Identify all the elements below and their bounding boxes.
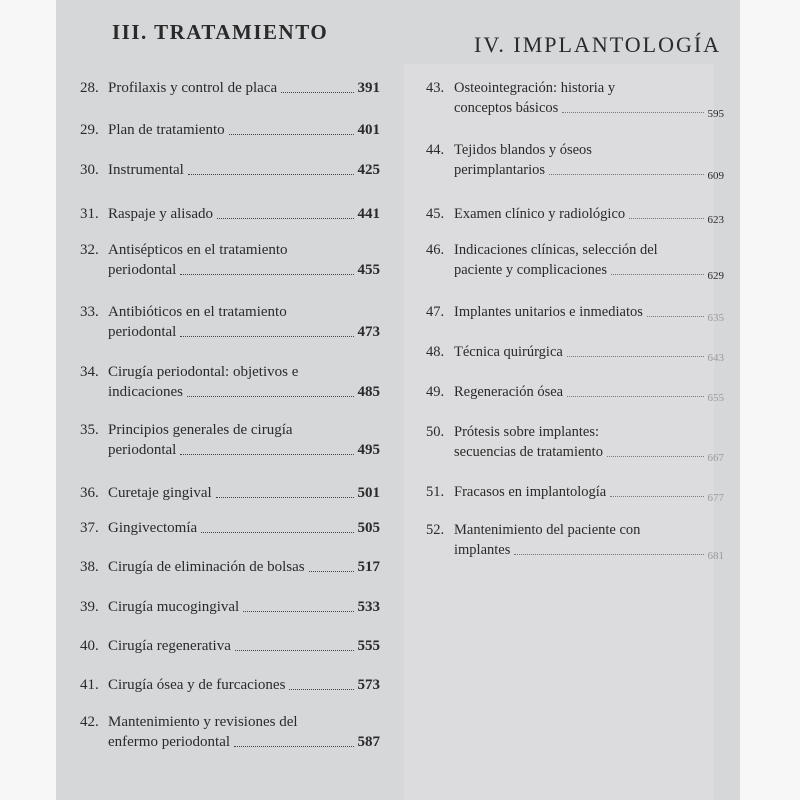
chapter-number: 28.: [80, 80, 99, 96]
page-number: 425: [357, 162, 380, 178]
chapter-title: [108, 302, 380, 342]
chapter-number: 39.: [80, 599, 99, 615]
leader-dots: [234, 746, 353, 747]
page-number: 505: [357, 520, 380, 536]
chapter-title-line: Principios generales de cirugía: [108, 422, 293, 438]
chapter-title-line: Mantenimiento y revisiones del: [108, 714, 298, 730]
chapter-number: 42.: [80, 714, 99, 730]
chapter-title: [108, 204, 380, 224]
chapter-title: [454, 78, 724, 118]
leader-dots: [235, 650, 354, 651]
chapter-title: [108, 557, 380, 577]
chapter-title-line: Antisépticos en el tratamiento: [108, 242, 288, 258]
chapter-number: 32.: [80, 242, 99, 258]
chapter-title-line: periodontal: [108, 324, 177, 340]
leader-dots: [647, 316, 704, 317]
page-number: 391: [357, 80, 380, 96]
chapter-title: [454, 240, 724, 280]
chapter-title-line: Cirugía regenerativa: [108, 638, 231, 654]
page-number: 401: [357, 122, 380, 138]
leader-dots: [217, 218, 354, 219]
chapter-number: 29.: [80, 122, 99, 138]
chapter-title-line: Cirugía mucogingival: [108, 599, 240, 615]
chapter-title-line: Curetaje gingival: [108, 485, 212, 501]
chapter-title: [108, 78, 380, 98]
chapter-title: [108, 675, 380, 695]
chapter-title: [108, 597, 380, 617]
chapter-title: [454, 482, 724, 502]
chapter-title: [454, 382, 724, 402]
chapter-title: [108, 420, 380, 460]
chapter-title: [108, 636, 380, 656]
chapter-title-line: secuencias de tratamiento: [454, 444, 603, 460]
chapter-title: [108, 362, 380, 402]
chapter-title-line: periodontal: [108, 442, 177, 458]
page-number: 677: [707, 492, 724, 504]
chapter-title-line: Mantenimiento del paciente con: [454, 522, 641, 538]
chapter-title: [108, 518, 380, 538]
page-number: 473: [357, 324, 380, 340]
chapter-title: [108, 120, 380, 140]
chapter-title-line: paciente y complicaciones: [454, 262, 607, 278]
leader-dots: [180, 454, 353, 455]
section-title-tratamiento: III. TRATAMIENTO: [112, 20, 329, 44]
leader-dots: [180, 274, 353, 275]
page-number: 501: [357, 485, 380, 501]
chapter-title: [454, 342, 724, 362]
page-number: 485: [357, 384, 380, 400]
page-number: 609: [707, 170, 724, 182]
page-number: 667: [707, 452, 724, 464]
page-number: 495: [357, 442, 380, 458]
chapter-number: 35.: [80, 422, 99, 438]
chapter-title-line: Prótesis sobre implantes:: [454, 424, 599, 440]
chapter-title-line: periodontal: [108, 262, 177, 278]
chapter-title: [454, 302, 724, 322]
chapter-title-line: Examen clínico y radiológico: [454, 206, 626, 222]
leader-dots: [610, 496, 703, 497]
chapter-title-line: Implantes unitarios e inmediatos: [454, 304, 643, 320]
leader-dots: [562, 112, 703, 113]
chapter-number: 45.: [426, 206, 445, 222]
leader-dots: [281, 92, 353, 93]
chapter-title: [108, 712, 380, 752]
page-number: 555: [357, 638, 380, 654]
chapter-number: 38.: [80, 559, 99, 575]
chapter-number: 43.: [426, 80, 445, 96]
page-number: 655: [707, 392, 724, 404]
leader-dots: [229, 134, 354, 135]
chapter-title-line: Cirugía de eliminación de bolsas: [108, 559, 305, 575]
chapter-title-line: conceptos básicos: [454, 100, 559, 116]
leader-dots: [188, 174, 354, 175]
chapter-number: 48.: [426, 344, 445, 360]
chapter-title-line: Osteointegración: historia y: [454, 80, 616, 96]
leader-dots: [243, 611, 353, 612]
chapter-title-line: indicaciones: [108, 384, 183, 400]
chapter-number: 40.: [80, 638, 99, 654]
chapter-number: 49.: [426, 384, 445, 400]
chapter-number: 46.: [426, 242, 445, 258]
leader-dots: [187, 396, 354, 397]
leader-dots: [201, 532, 353, 533]
photo-margin-left: [0, 0, 56, 800]
page-number: 533: [357, 599, 380, 615]
leader-dots: [567, 396, 703, 397]
chapter-title: [454, 140, 724, 180]
chapter-number: 36.: [80, 485, 99, 501]
chapter-title-line: Indicaciones clínicas, selección del: [454, 242, 658, 258]
page-number: 455: [357, 262, 380, 278]
chapter-title: [454, 204, 724, 224]
chapter-number: 34.: [80, 364, 99, 380]
chapter-title: [108, 483, 380, 503]
page-number: 587: [357, 734, 380, 750]
page-number: 635: [707, 312, 724, 324]
chapter-title-line: Gingivectomía: [108, 520, 198, 536]
page-number: 681: [707, 550, 724, 562]
chapter-number: 52.: [426, 522, 445, 538]
leader-dots: [216, 497, 354, 498]
section-title-implantologia: IV. IMPLANTOLOGÍA: [474, 32, 722, 57]
chapter-number: 47.: [426, 304, 445, 320]
chapter-title-line: Instrumental: [108, 162, 184, 178]
chapter-number: 33.: [80, 304, 99, 320]
leader-dots: [514, 554, 703, 555]
leader-dots: [629, 218, 703, 219]
chapter-title: [108, 240, 380, 280]
chapter-title-line: Cirugía periodontal: objetivos e: [108, 364, 299, 380]
photo-margin-right: [740, 0, 800, 800]
page-number: 517: [357, 559, 380, 575]
chapter-title-line: Fracasos en implantología: [454, 484, 607, 500]
chapter-title-line: Antibióticos en el tratamiento: [108, 304, 287, 320]
page-number: 629: [707, 270, 724, 282]
chapter-title-line: Profilaxis y control de placa: [108, 80, 278, 96]
leader-dots: [567, 356, 704, 357]
leader-dots: [309, 571, 354, 572]
chapter-title-line: implantes: [454, 542, 511, 558]
chapter-number: 31.: [80, 206, 99, 222]
page-number: 595: [707, 108, 724, 120]
chapter-title-line: Tejidos blandos y óseos: [454, 142, 592, 158]
chapter-title-line: Raspaje y alisado: [108, 206, 213, 222]
page-number: 441: [357, 206, 380, 222]
chapter-title: [108, 160, 380, 180]
chapter-number: 30.: [80, 162, 99, 178]
chapter-title: [454, 422, 724, 462]
chapter-title-line: Plan de tratamiento: [108, 122, 225, 138]
chapter-number: 44.: [426, 142, 445, 158]
leader-dots: [180, 336, 353, 337]
leader-dots: [607, 456, 704, 457]
leader-dots: [611, 274, 704, 275]
chapter-number: 51.: [426, 484, 445, 500]
leader-dots: [549, 174, 703, 175]
chapter-number: 41.: [80, 677, 99, 693]
chapter-title-line: Regeneración ósea: [454, 384, 564, 400]
leader-dots: [289, 689, 353, 690]
page-number: 573: [357, 677, 380, 693]
chapter-title-line: Cirugía ósea y de furcaciones: [108, 677, 286, 693]
chapter-number: 50.: [426, 424, 445, 440]
chapter-title-line: perimplantarios: [454, 162, 546, 178]
chapter-title-line: enfermo periodontal: [108, 734, 231, 750]
chapter-number: 37.: [80, 520, 99, 536]
chapter-title-line: Técnica quirúrgica: [454, 344, 563, 360]
page-number: 623: [707, 214, 724, 226]
chapter-title: [454, 520, 724, 560]
page-number: 643: [707, 352, 724, 364]
